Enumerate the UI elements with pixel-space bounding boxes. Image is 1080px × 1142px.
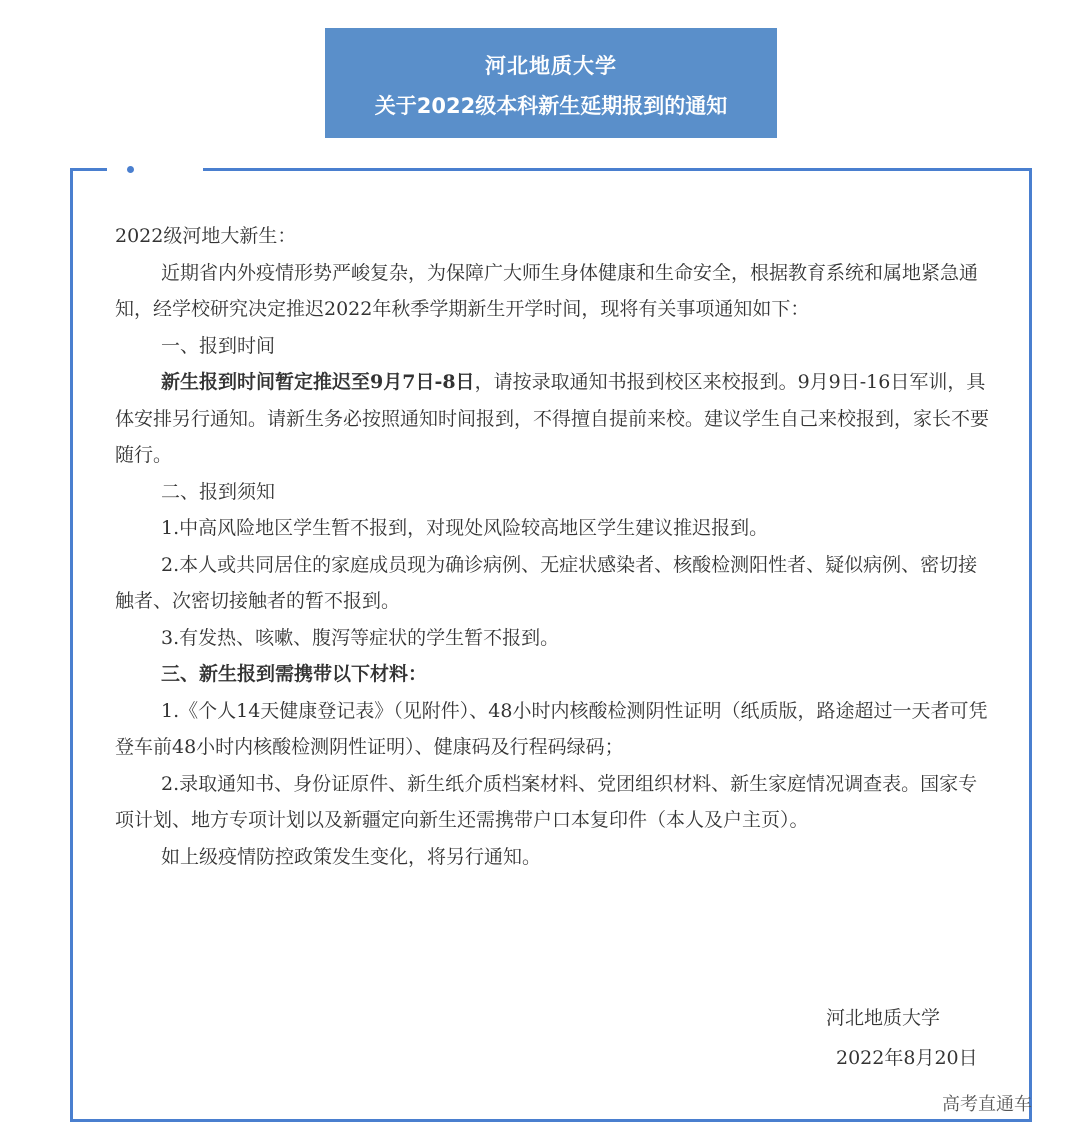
notice-body [115, 218, 990, 875]
signature: 河北地质大学 [826, 1007, 941, 1029]
closing-paragraph: 如上级疫情防控政策发生变化，将另行通知。 [161, 845, 542, 868]
section2-item: 3.有发热、咳嗽、腹泻等症状的学生暂不报到。 [161, 626, 560, 649]
salutation: 2022级河地大新生： [115, 225, 297, 247]
section3-item: 2.录取通知书、身份证原件、新生纸介质档案材料、党团组织材料、新生家庭情况调查表。国家专项计划、地方专项计划以及新疆定向新生还需携带户口本复印件（本人及户主页）。 [115, 772, 978, 831]
frame-border-bottom [70, 1119, 1032, 1122]
banner-notice-title: 关于2022级本科新生延期报到的通知 [374, 94, 728, 118]
frame-dot-ornament [127, 166, 134, 173]
section2-item: 2.本人或共同居住的家庭成员现为确诊病例、无症状感染者、核酸检测阳性者、疑似病例、密切接触者、次密切接触者的暂不报到。 [115, 553, 978, 612]
banner-university-name: 河北地质大学 [485, 54, 617, 78]
section1-heading: 一、报到时间 [161, 334, 276, 357]
date: 2022年8月20日 [836, 1047, 978, 1069]
intro-paragraph: 近期省内外疫情形势严峻复杂，为保障广大师生身体健康和生命安全，根据教育系统和属地紧急通知，经学校研究决定推迟2022年秋季学期新生开学时间，现将有关事项通知如下： [115, 261, 979, 320]
frame-border-right [1029, 168, 1032, 1122]
section2-heading: 二、报到须知 [161, 480, 276, 503]
section1-text: ，请按录取通知书报到校区来校报到。9月9日-16日军训，具体安排另行通知。请新生务必按照通知时间报到，不得擅自提前来校。建议学生自己来校报到，家长不要随行。 [115, 371, 990, 466]
section1-bold-date: 新生报到时间暂定推迟至9月7日-8日 [161, 371, 475, 393]
frame-border-top-left [70, 168, 107, 171]
watermark: 高考直通车 [942, 1094, 1032, 1115]
frame-border-left [70, 168, 73, 1122]
frame-border-top-right [203, 168, 1032, 171]
section2-item: 1.中高风险地区学生暂不报到，对现处风险较高地区学生建议推迟报到。 [161, 517, 769, 539]
section3-item: 1.《个人14天健康登记表》（见附件）、48小时内核酸检测阴性证明（纸质版，路途超过一天者可凭登车前48小时内核酸检测阴性证明）、健康码及行程码绿码； [115, 699, 988, 758]
section1-paragraph [115, 364, 990, 474]
section3-heading: 三、新生报到需携带以下材料： [161, 663, 428, 685]
title-banner [325, 28, 777, 138]
